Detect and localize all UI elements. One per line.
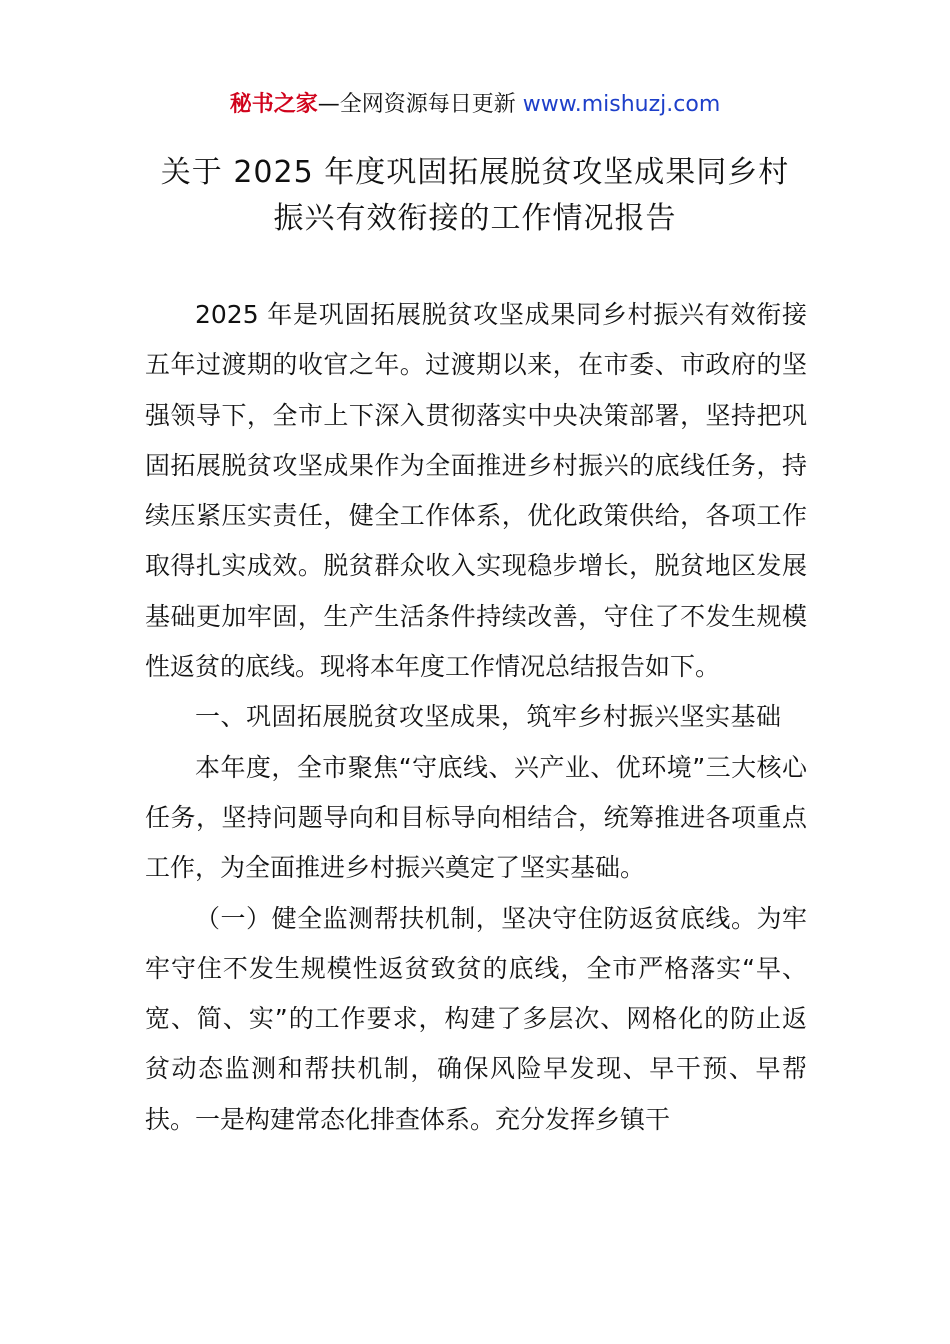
site-brand: 秘书之家 — [229, 92, 318, 117]
title-line-2: 振兴有效衔接的工作情况报告 — [273, 201, 677, 236]
document-body — [145, 290, 807, 1145]
site-url[interactable]: www.mishuzj.com — [522, 92, 721, 117]
section-heading: 一、巩固拓展脱贫攻坚成果，筑牢乡村振兴坚实基础 — [195, 702, 782, 732]
title-line-1: 关于 2025 年度巩固拓展脱贫攻坚成果同乡村 — [160, 155, 790, 190]
paragraph-subsection-1: （一）健全监测帮扶机制，坚决守住防返贫底线。为牢牢守住不发生规模性返贫致贫的底线，全市严格落实“早、宽、简、实”的工作要求，构建了多层次、网格化的防止返贫动态监测和帮扶机制，确保风险早发现、早干预、早帮扶。一是构建常态化排查体系。充分发挥乡镇干 — [145, 903, 807, 1134]
document-title — [100, 150, 850, 242]
paragraph-intro: 2025 年是巩固拓展脱贫攻坚成果同乡村振兴有效衔接五年过渡期的收官之年。过渡期以来，在市委、市政府的坚强领导下，全市上下深入贯彻落实中央决策部署，坚持把巩固拓展脱贫攻坚成果作为全面推进乡村振兴的底线任务，持续压紧压实责任，健全工作体系，优化政策供给，各项工作取得扎实成效。脱贫群众收入实现稳步增长，脱贫地区发展基础更加牢固，生产生活条件持续改善，守住了不发生规模性返贫的底线。现将本年度工作情况总结报告如下。 — [145, 300, 807, 682]
site-header — [0, 88, 950, 122]
site-slogan: —全网资源每日更新 — [317, 92, 523, 117]
paragraph-section-intro: 本年度，全市聚焦“守底线、兴产业、优环境”三大核心任务，坚持问题导向和目标导向相结合，统筹推进各项重点工作，为全面推进乡村振兴奠定了坚实基础。 — [145, 752, 807, 883]
